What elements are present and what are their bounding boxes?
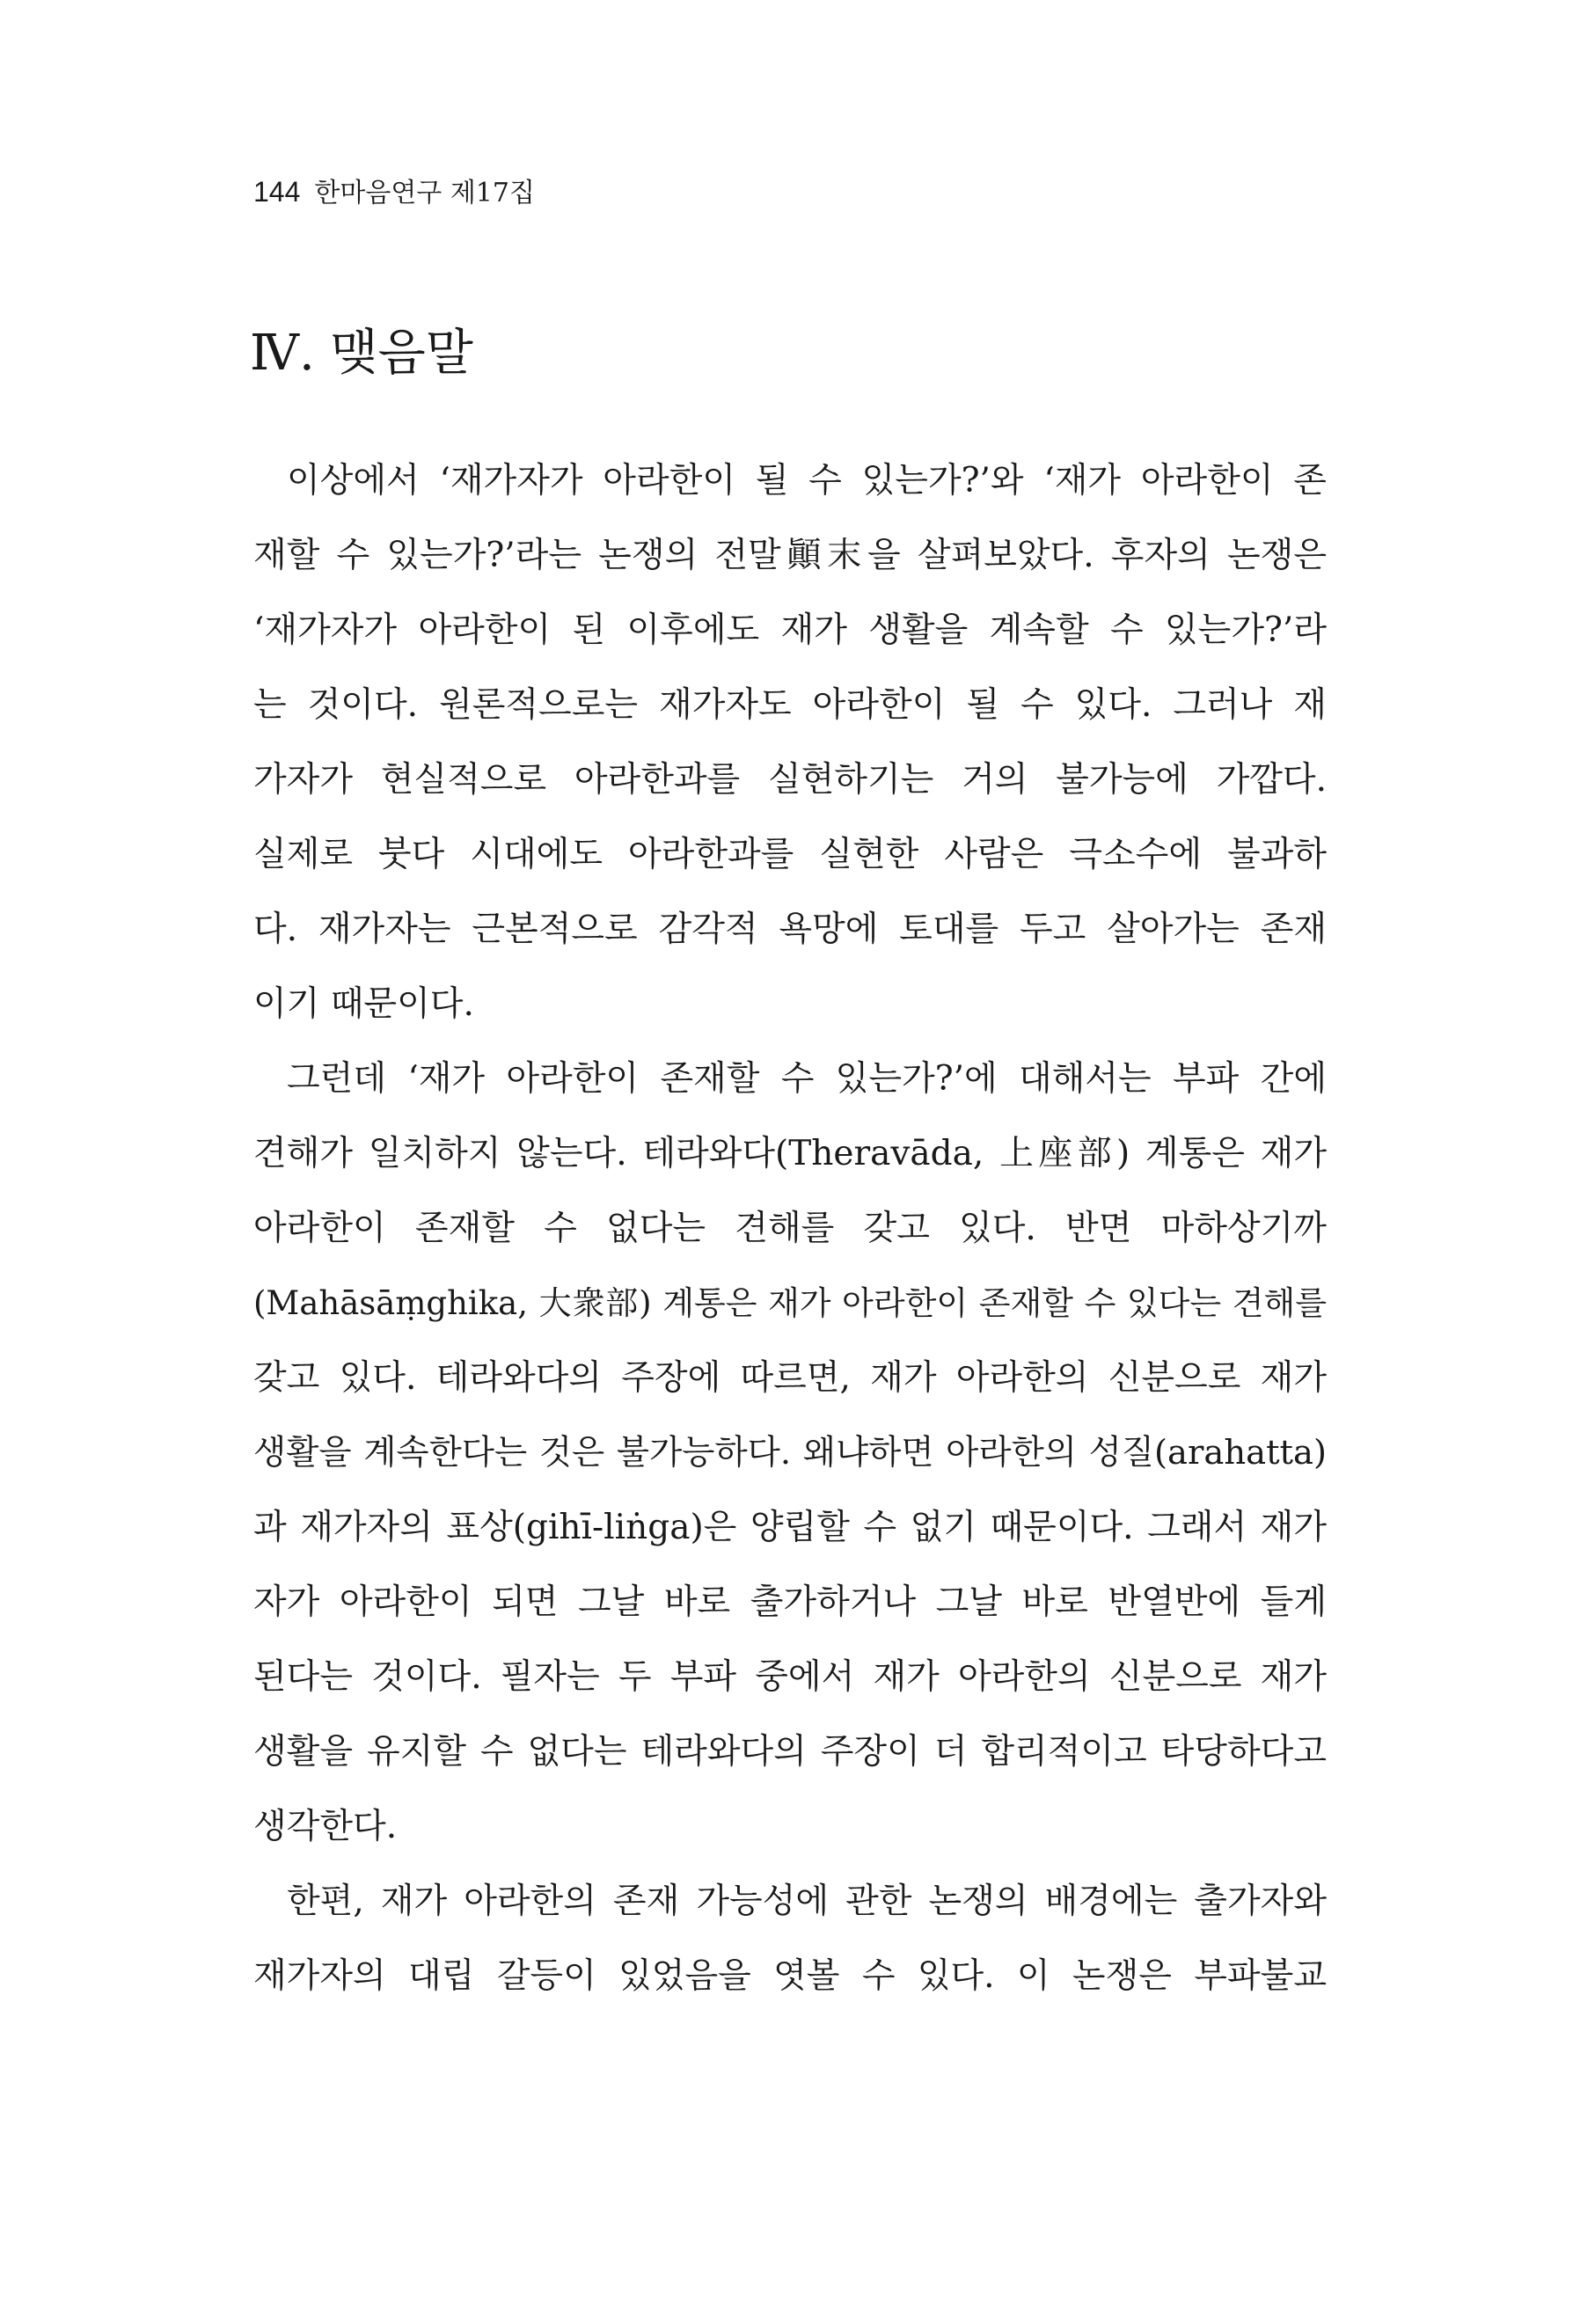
paragraph-line: 견해가 일치하지 않는다. 테라와다(Theravāda, 上座部) 계통은 재가 bbox=[253, 1134, 1327, 1173]
section-heading: Ⅳ. 맺음말 bbox=[250, 325, 473, 382]
body-text bbox=[253, 443, 1327, 2013]
journal-title: 한마음연구 제17집 bbox=[314, 178, 535, 208]
paragraph-line: (Mahāsāṃghika, 大衆部) 계통은 재가 아라한이 존재할 수 있다는 견해를 bbox=[253, 1284, 1327, 1322]
paragraph-line: 가자가 현실적으로 아라한과를 실현하기는 거의 불가능에 가깝다. bbox=[253, 760, 1327, 800]
paragraph-line: 이상에서 ‘재가자가 아라한이 될 수 있는가?’와 ‘재가 아라한이 존 bbox=[287, 461, 1327, 501]
paragraph-line: ‘재가자가 아라한이 된 이후에도 재가 생활을 계속할 수 있는가?’라 bbox=[253, 610, 1327, 650]
paragraph-1 bbox=[253, 443, 1327, 1041]
paragraph-line: 재할 수 있는가?’라는 논쟁의 전말顚末을 살펴보았다. 후자의 논쟁은 bbox=[253, 536, 1327, 575]
paragraph-line: 자가 아라한이 되면 그날 바로 출가하거나 그날 바로 반열반에 들게 bbox=[253, 1582, 1327, 1622]
paragraph-line: 재가자의 대립 갈등이 있었음을 엿볼 수 있다. 이 논쟁은 부파불교 bbox=[253, 1956, 1327, 1996]
page-number: 144 bbox=[253, 176, 301, 208]
paragraph-line: 이기 때문이다. bbox=[253, 984, 474, 1024]
paragraph-line: 생활을 계속한다는 것은 불가능하다. 왜냐하면 아라한의 성질(arahatta) bbox=[253, 1433, 1327, 1473]
paragraph-3 bbox=[253, 1864, 1327, 2013]
running-head bbox=[253, 172, 535, 213]
paragraph-line: 그런데 ‘재가 아라한이 존재할 수 있는가?’에 대해서는 부파 간에 bbox=[287, 1059, 1327, 1099]
paragraph-line: 한편, 재가 아라한의 존재 가능성에 관한 논쟁의 배경에는 출가자와 bbox=[287, 1882, 1327, 1921]
paragraph-line: 생각한다. bbox=[253, 1807, 398, 1846]
paragraph-line: 갖고 있다. 테라와다의 주장에 따르면, 재가 아라한의 신분으로 재가 bbox=[253, 1358, 1327, 1398]
paragraph-line: 다. 재가자는 근본적으로 감각적 욕망에 토대를 두고 살아가는 존재 bbox=[253, 910, 1327, 949]
paragraph-line: 아라한이 존재할 수 없다는 견해를 갖고 있다. 반면 마하상기까 bbox=[253, 1209, 1327, 1248]
paragraph-line: 과 재가자의 표상(gihī-liṅga)은 양립할 수 없기 때문이다. 그래서 재가 bbox=[253, 1508, 1327, 1547]
paragraph-line: 실제로 붓다 시대에도 아라한과를 실현한 사람은 극소수에 불과하 bbox=[253, 835, 1327, 874]
paragraph-2 bbox=[253, 1041, 1327, 1864]
paragraph-line: 는 것이다. 원론적으로는 재가자도 아라한이 될 수 있다. 그러나 재 bbox=[253, 685, 1327, 725]
paragraph-line: 생활을 유지할 수 없다는 테라와다의 주장이 더 합리적이고 타당하다고 bbox=[253, 1732, 1327, 1772]
paragraph-line: 된다는 것이다. 필자는 두 부파 중에서 재가 아라한의 신분으로 재가 bbox=[253, 1657, 1327, 1697]
